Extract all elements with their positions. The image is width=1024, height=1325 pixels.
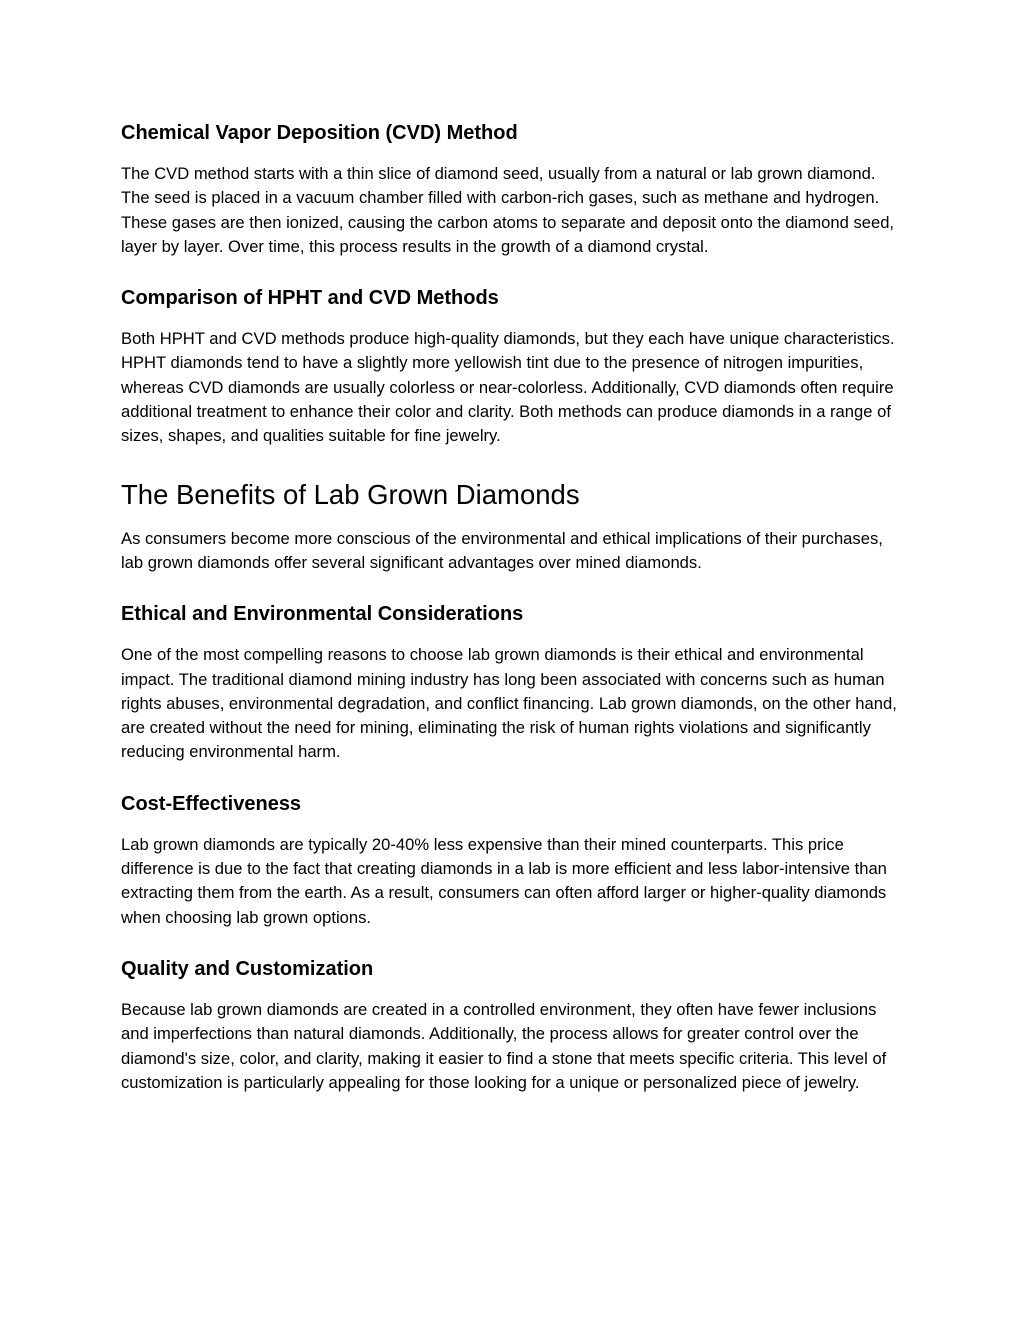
document-page xyxy=(121,118,907,1119)
cvd-heading: Chemical Vapor Deposition (CVD) Method xyxy=(121,122,518,144)
benefits-title: The Benefits of Lab Grown Diamonds xyxy=(121,478,580,510)
ethical-heading: Ethical and Environmental Considerations xyxy=(121,603,524,626)
quality-heading: Quality and Customization xyxy=(121,957,374,980)
benefits-paragraph: As consumers become more conscious of the environmental and ethical implications of their purchases, lab grown diamonds offer several significant advantages over mined diamonds. xyxy=(121,528,883,572)
cvd-paragraph: The CVD method starts with a thin slice of diamond seed, usually from a natural or lab grown diamond. The seed is placed in a vacuum chamber filled with carbon-rich gases, such as methane and hydrogen. These gases are then ionized, causing the carbon atoms to separate and deposit onto the diamond seed, layer by layer. Over time, this process results in the growth of a diamond crystal. xyxy=(121,164,895,256)
cost-paragraph: Lab grown diamonds are typically 20-40% less expensive than their mined counterparts. This price difference is due to the fact that creating diamonds in a lab is more efficient and less labor-intensive than extracting them from the earth. As a result, consumers can often afford larger or higher-quality diamonds when choosing lab grown options. xyxy=(121,834,887,927)
quality-paragraph: Because lab grown diamonds are created in a controlled environment, they often have fewer inclusions and imperfections than natural diamonds. Additionally, the process allows for greater control over the diamond's size, color, and clarity, making it easier to find a stone that meets specific criteria. This level of customization is particularly appealing for those looking for a unique or personalized piece of jewelry. xyxy=(121,999,887,1092)
comparison-paragraph: Both HPHT and CVD methods produce high-quality diamonds, but they each have unique characteristics. HPHT diamonds tend to have a slightly more yellowish tint due to the presence of nitrogen impurities, whereas CVD diamonds are usually colorless or near-colorless. Additionally, CVD diamonds often require additional treatment to enhance their color and clarity. Both methods can produce diamonds in a range of sizes, shapes, and qualities suitable for fine jewelry. xyxy=(121,329,895,446)
ethical-paragraph: One of the most compelling reasons to choose lab grown diamonds is their ethical and environmental impact. The traditional diamond mining industry has long been associated with concerns such as human rights abuses, environmental degradation, and conflict financing. Lab grown diamonds, on the other hand, are created without the need for mining, eliminating the risk of human rights violations and significantly reducing environmental harm. xyxy=(121,645,897,762)
cost-heading: Cost-Effectiveness xyxy=(121,792,302,815)
comparison-heading: Comparison of HPHT and CVD Methods xyxy=(121,287,499,310)
